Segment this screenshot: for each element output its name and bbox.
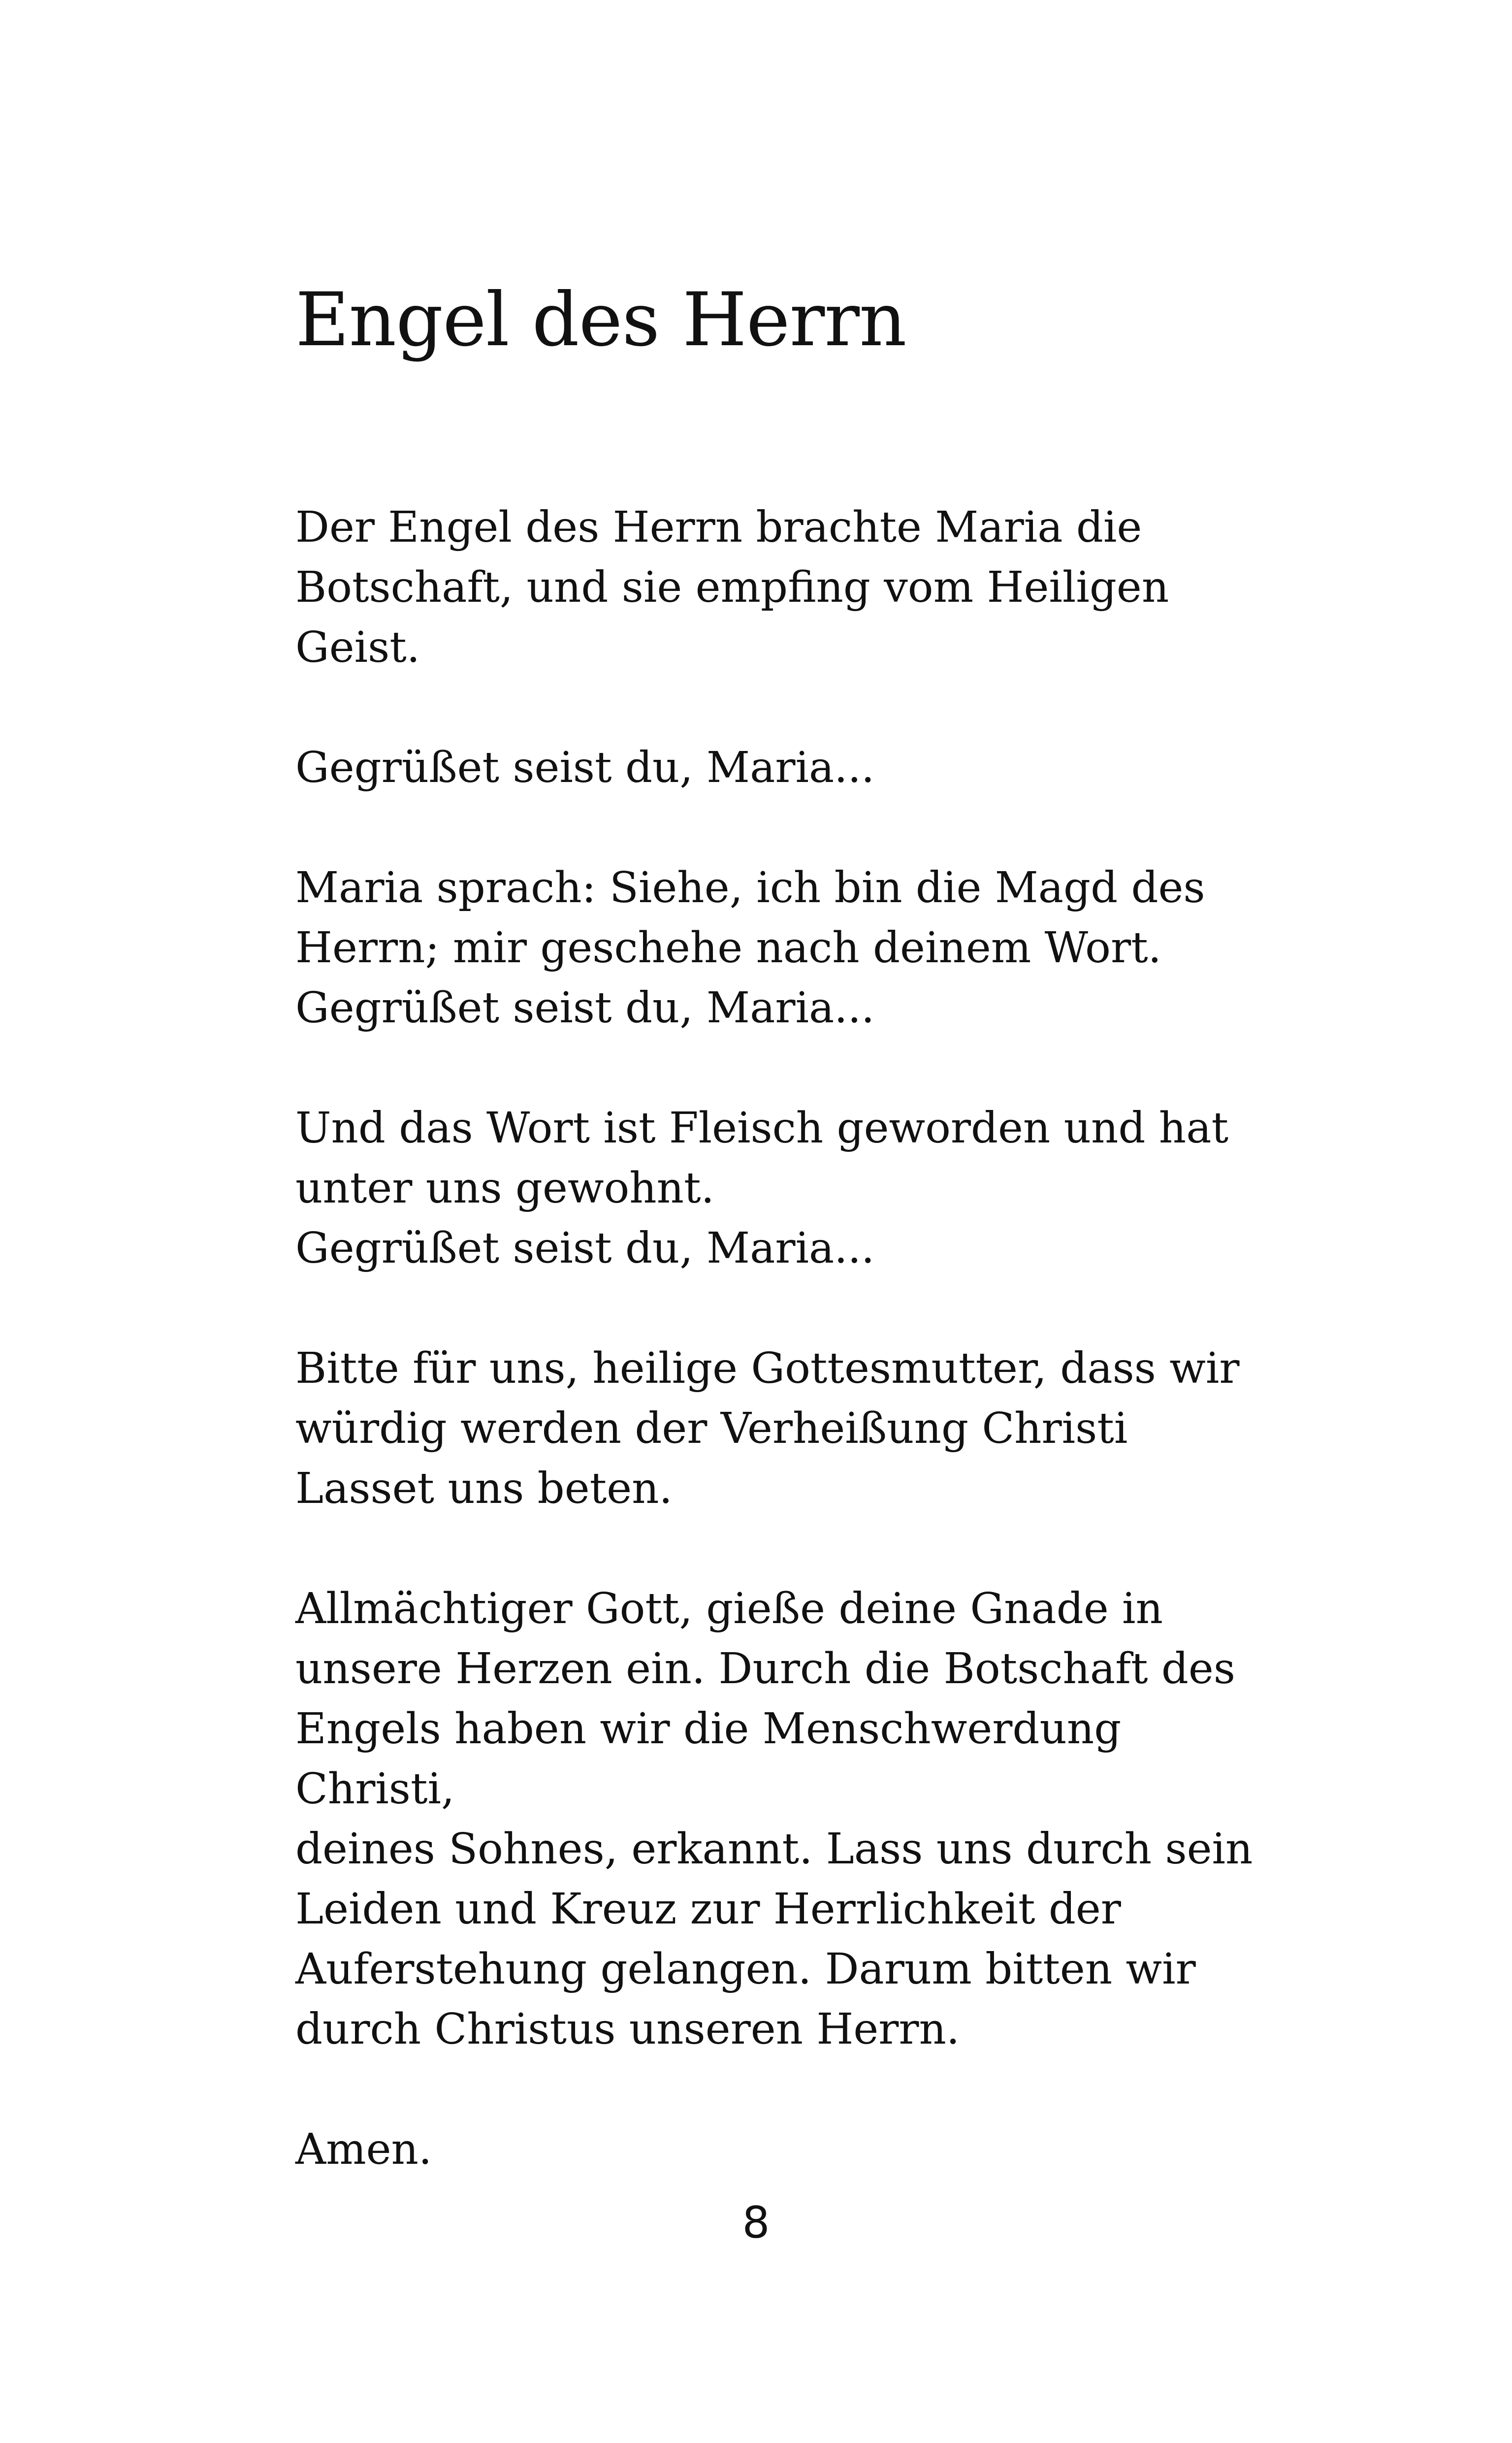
paragraph-announcement: Der Engel des Herrn brachte Maria die Botschaft, und sie empfing vom Heiligen Geist.: [295, 503, 1169, 672]
paragraph-amen: Amen.: [295, 2125, 432, 2174]
page-number: 8: [742, 2197, 770, 2248]
paragraph-hail-mary-1: Gegrüßet seist du, Maria...: [295, 743, 875, 792]
prayer-text: [295, 497, 1280, 2180]
page-title: Engel des Herrn: [295, 277, 906, 363]
paragraph-closing-prayer: Allmächtiger Gott, gieße deine Gnade in unsere Herzen ein. Durch die Botschaft des Engels haben wir die Menschwerdung Christi, deines Sohnes, erkannt. Lass uns durch sein Leiden und Kreuz zur Herrlichkeit der Auferstehung gelangen. Darum bitten wir durch Christus unseren Herrn.: [295, 1584, 1253, 2054]
paragraph-pray-for-us: Bitte für uns, heilige Gottesmutter, dass wir würdig werden der Verheißung Christi Lasset uns beten.: [295, 1344, 1240, 1513]
paragraph-word-made-flesh: Und das Wort ist Fleisch geworden und hat unter uns gewohnt. Gegrüßet seist du, Maria...: [295, 1104, 1229, 1273]
paragraph-handmaid: Maria sprach: Siehe, ich bin die Magd des Herrn; mir geschehe nach deinem Wort. Gegrüßet seist du, Maria...: [295, 863, 1205, 1033]
